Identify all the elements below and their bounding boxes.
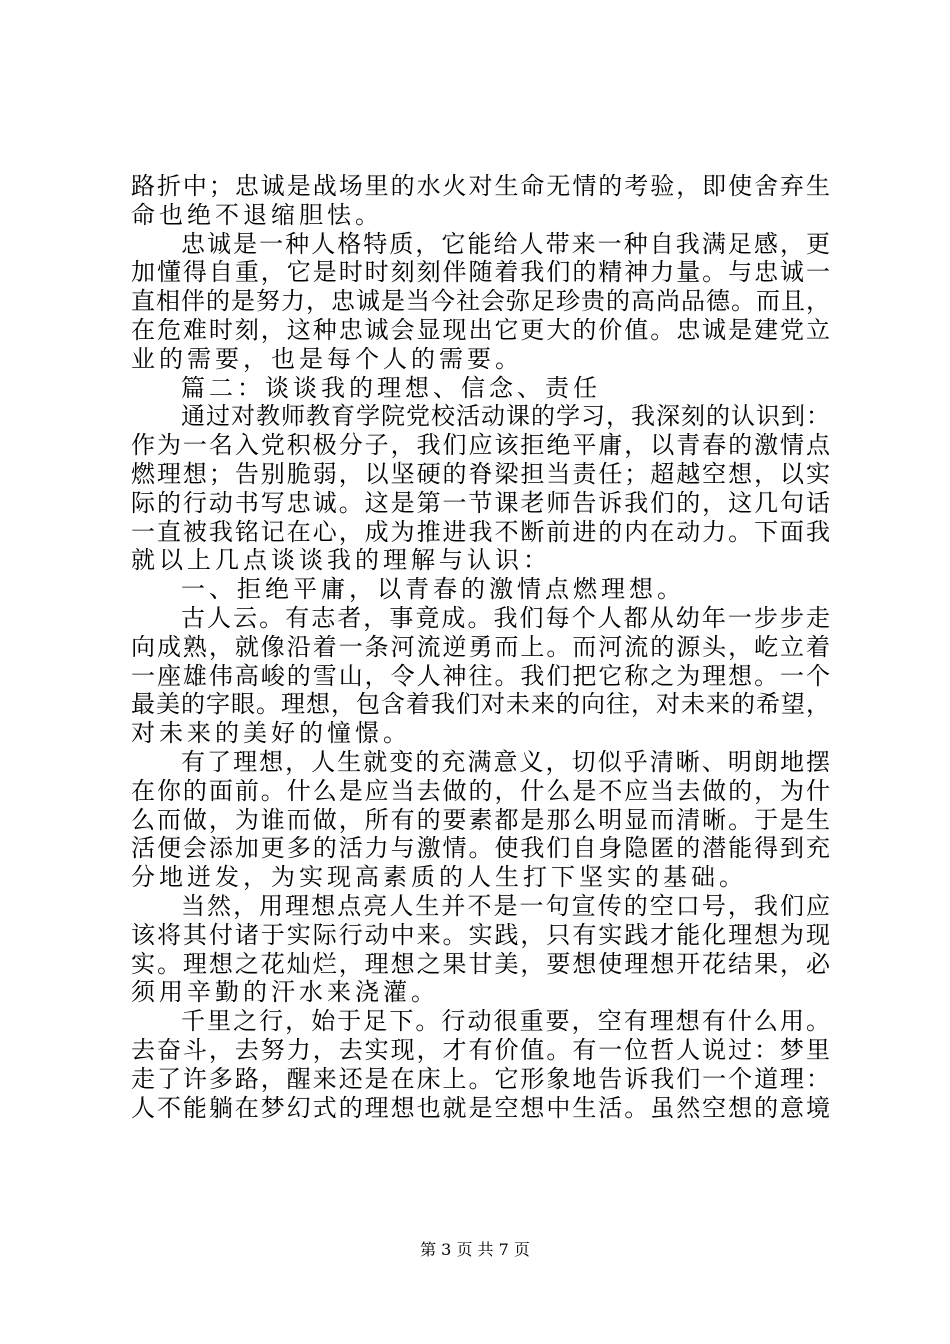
- text-line: 在危难时刻，这种忠诚会显现出它更大的价值。忠诚是建党立: [131, 315, 830, 344]
- text-line: 际的行动书写忠诚。这是第一节课老师告诉我们的，这几句话: [131, 488, 830, 517]
- text-line: 篇二：谈谈我的理想、信念、责任: [181, 373, 601, 402]
- text-line: 么而做，为谁而做，所有的要素都是那么明显而清晰。于是生: [131, 805, 830, 834]
- text-line: 对未来的美好的憧憬。: [131, 719, 411, 748]
- text-line: 忠诚是一种人格特质，它能给人带来一种自我满足感，更: [181, 229, 830, 258]
- text-line: 千里之行，始于足下。行动很重要，空有理想有什么用。: [181, 1007, 830, 1036]
- text-line: 通过对教师教育学院党校活动课的学习，我深刻的认识到：: [181, 402, 830, 431]
- text-line: 路折中；忠诚是战场里的水火对生命无情的考验，即使舍弃生: [131, 172, 830, 200]
- text-line: 分地迸发，为实现高素质的人生打下坚实的基础。: [131, 863, 747, 892]
- text-line: 向成熟，就像沿着一条河流逆勇而上。而河流的源头，屹立着: [131, 632, 830, 661]
- text-line: 该将其付诸于实际行动中来。实践，只有实践才能化理想为现: [131, 920, 830, 949]
- text-line: 加懂得自重，它是时时刻刻伴随着我们的精神力量。与忠诚一: [131, 258, 830, 287]
- text-line: 古人云。有志者，事竟成。我们每个人都从幼年一步步走: [181, 603, 830, 632]
- text-line: 业的需要，也是每个人的需要。: [131, 344, 523, 373]
- text-line: 燃理想；告别脆弱，以坚硬的脊梁担当责任；超越空想，以实: [131, 459, 830, 488]
- text-line: 在你的面前。什么是应当去做的，什么是不应当去做的，为什: [131, 776, 830, 805]
- text-line: 最美的字眼。理想，包含着我们对未来的向往，对未来的希望，: [131, 690, 830, 719]
- text-line: 命也绝不退缩胆怯。: [131, 200, 383, 229]
- text-line: 直相伴的是努力，忠诚是当今社会弥足珍贵的高尚品德。而且，: [131, 287, 830, 316]
- text-line: 去奋斗，去努力，去实现，才有价值。有一位哲人说过：梦里: [131, 1035, 830, 1064]
- text-line: 一直被我铭记在心，成为推进我不断前进的内在动力。下面我: [131, 517, 830, 546]
- text-line: 一座雄伟高峻的雪山，令人神往。我们把它称之为理想。一个: [131, 661, 830, 690]
- text-line: 实。理想之花灿烂，理想之果甘美，要想使理想开花结果，必: [131, 949, 830, 978]
- document-body: [131, 172, 830, 1122]
- text-line: 须用辛勤的汗水来浇灌。: [131, 978, 439, 1007]
- text-line: 作为一名入党积极分子，我们应该拒绝平庸，以青春的激情点: [131, 431, 830, 460]
- text-line: 当然，用理想点亮人生并不是一句宣传的空口号，我们应: [181, 891, 830, 920]
- text-line: 活便会添加更多的活力与激情。使我们自身隐匿的潜能得到充: [131, 834, 830, 863]
- page-footer: 第 3 页 共 7 页: [420, 1240, 530, 1259]
- text-line: 就以上几点谈谈我的理解与认识：: [131, 546, 551, 575]
- text-line: 走了许多路，醒来还是在床上。它形象地告诉我们一个道理：: [131, 1064, 830, 1093]
- text-line: 人不能躺在梦幻式的理想也就是空想中生活。虽然空想的意境: [131, 1093, 830, 1122]
- text-line: 一、拒绝平庸，以青春的激情点燃理想。: [181, 575, 685, 604]
- text-line: 有了理想，人生就变的充满意义，切似乎清晰、明朗地摆: [181, 747, 830, 776]
